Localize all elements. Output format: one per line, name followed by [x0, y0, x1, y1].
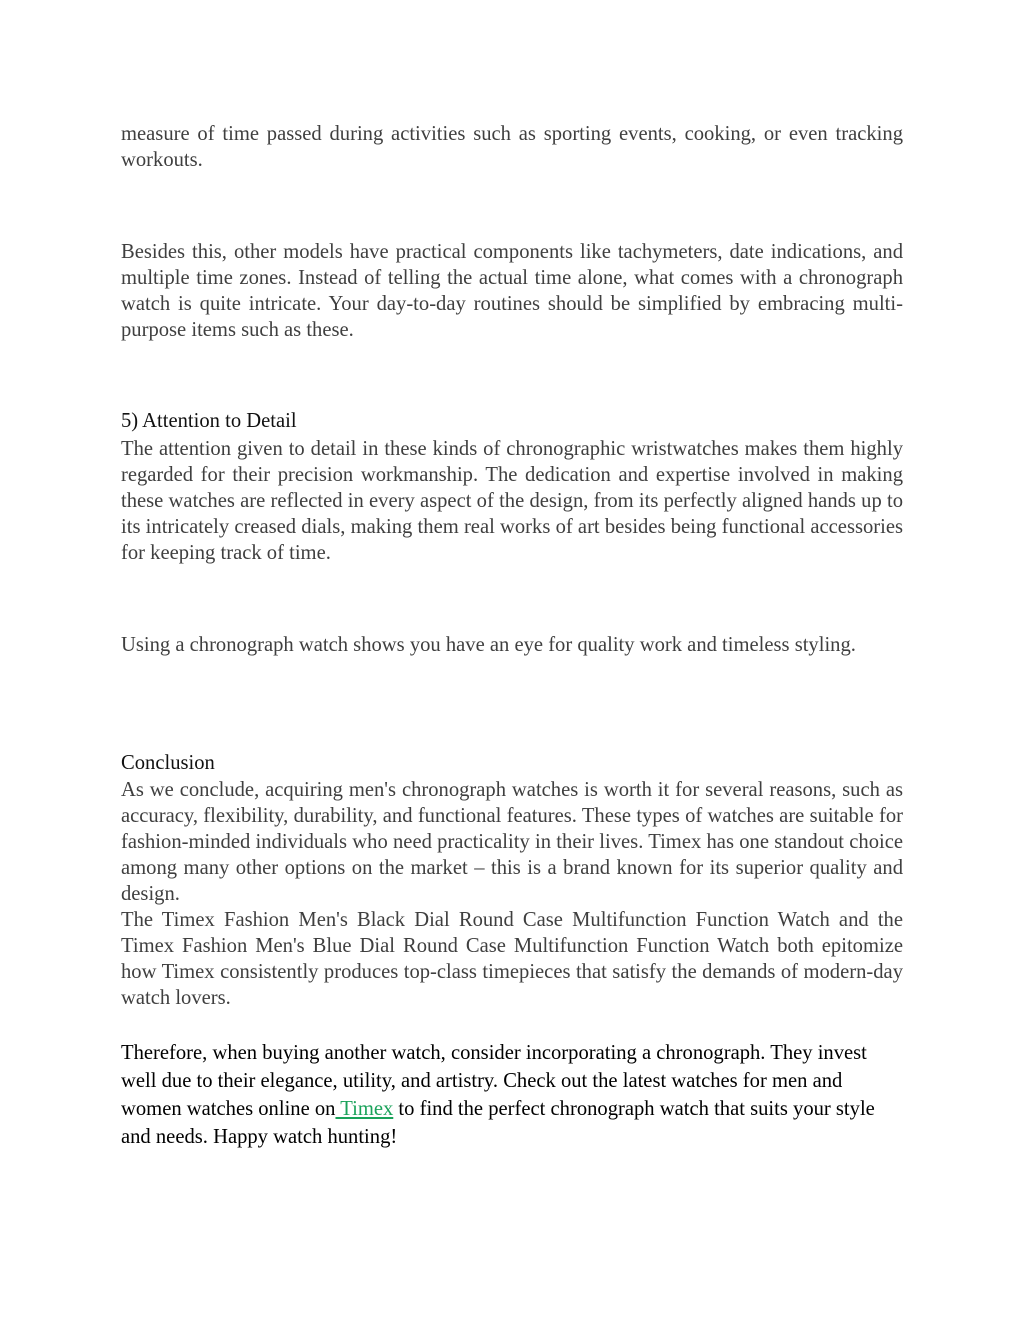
paragraph-chronograph-quality: Using a chronograph watch shows you have an eye for quality work and timeless styling. [121, 634, 856, 656]
paragraph-timex-models: The Timex Fashion Men's Black Dial Round Case Multifunction Function Watch and the Timex Fashion Men's Blue Dial Round Case Multifunction Function Watch both epitomize how Timex consistently produces top-class timepieces that satisfy the demands of modern-day watch lovers. [121, 909, 903, 1009]
paragraph-attention-detail: The attention given to detail in these kinds of chronographic wristwatches makes them highly regarded for their precision workmanship. The dedication and expertise involved in making these watches are reflected in every aspect of the design, from its perfectly aligned hands up to its intricately creased dials, making them real works of art besides being functional accessories for keeping track of time. [121, 438, 903, 564]
paragraph-time-measure: measure of time passed during activities such as sporting events, cooking, or even tracking workouts. [121, 123, 903, 171]
final-text-before-link: Therefore, when buying another watch, consider incorporating a chronograph. They invest well due to their elegance, utility, and artistry. Check out the latest watches for men and women watches online on [121, 1042, 867, 1120]
heading-attention-to-detail: 5) Attention to Detail [121, 410, 297, 432]
heading-conclusion: Conclusion [121, 752, 215, 774]
paragraph-conclusion: As we conclude, acquiring men's chronograph watches is worth it for several reasons, such as accuracy, flexibility, durability, and functional features. These types of watches are suitable for fashion-minded individuals who need practicality in their lives. Timex has one standout choice among many other options on the market – this is a brand known for its superior quality and design. [121, 779, 903, 905]
final-text-after-link: to find the perfect chronograph watch that suits your style and needs. Happy watch hunting! [121, 1098, 875, 1148]
paragraph-practical-components: Besides this, other models have practical components like tachymeters, date indications, and multiple time zones. Instead of telling the actual time alone, what comes with a chronograph watch is quite intricate. Your day-to-day routines should be simplified by embracing multi-purpose items such as these. [121, 241, 903, 341]
paragraph-final-call [121, 1039, 903, 1151]
timex-link[interactable]: Timex [335, 1098, 394, 1120]
